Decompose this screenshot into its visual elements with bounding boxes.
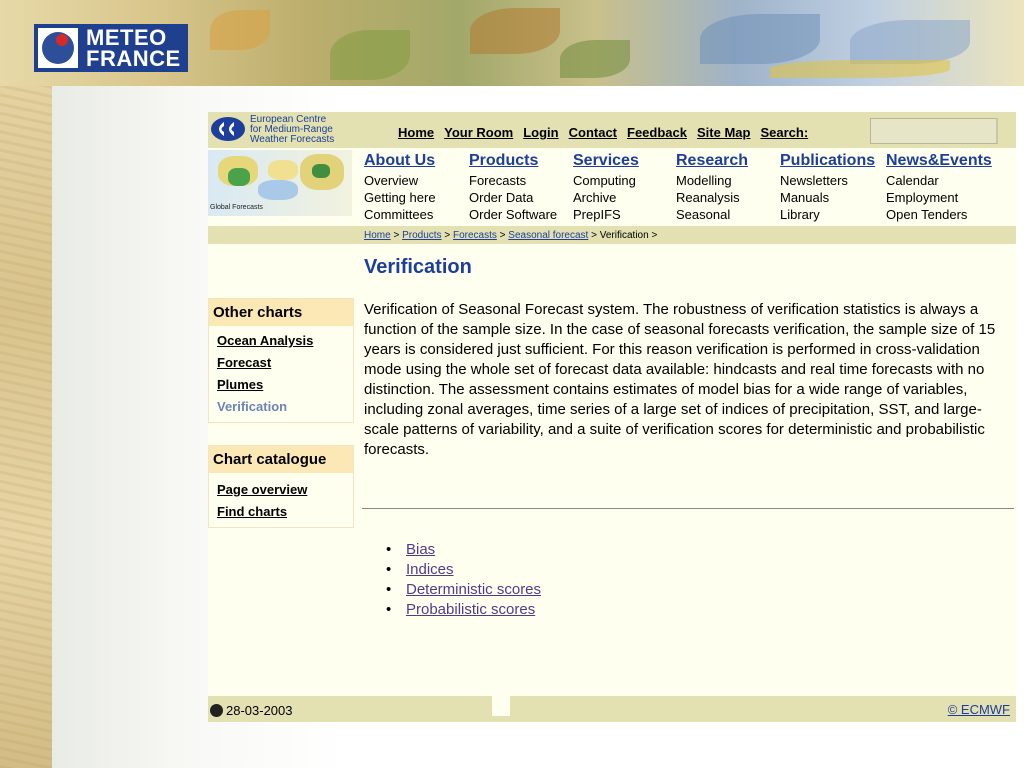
map-label: Global Forecasts [210, 204, 263, 211]
menu-item[interactable]: Manuals [780, 190, 830, 205]
menu-heading-about-us[interactable]: About Us [364, 152, 436, 169]
breadcrumb-link[interactable]: Home [364, 230, 391, 241]
meteo-france-emblem-icon [38, 28, 78, 68]
sidebar-current-verification: Verification [217, 399, 288, 414]
divider [362, 508, 1014, 509]
breadcrumb-separator: > [393, 230, 400, 241]
nav-login-link[interactable]: Login [523, 125, 559, 140]
sidebar-link-page-overview[interactable]: Page overview [217, 482, 308, 497]
sidebar-link-ocean-analysis[interactable]: Ocean Analysis [217, 333, 314, 348]
other-charts-heading: Other charts [209, 299, 353, 326]
ecmwf-logo-icon[interactable] [210, 116, 246, 142]
menu-heading-news-events[interactable]: News&Events [886, 152, 992, 169]
sidebar-link-plumes[interactable]: Plumes [217, 377, 264, 392]
menu-publications [780, 150, 875, 223]
menu-item[interactable]: Seasonal [676, 207, 731, 222]
menu-heading-publications[interactable]: Publications [780, 152, 876, 169]
menu-about-us [364, 150, 436, 223]
footer-gap [492, 696, 510, 716]
list-item [384, 540, 541, 560]
menu-item[interactable]: Employment [886, 190, 959, 205]
menu-item[interactable]: Open Tenders [886, 207, 968, 222]
logo-line-2: FRANCE [86, 46, 181, 71]
meteo-france-logo [34, 24, 188, 72]
menu-news-events [886, 150, 992, 223]
logo-line-1: METEO [86, 25, 167, 50]
menu-item[interactable]: Order Software [469, 207, 558, 222]
nav-search-label[interactable]: Search: [760, 125, 809, 140]
menu-research [676, 150, 748, 223]
footer-date-text: 28-03-2003 [226, 703, 293, 718]
ecmwf-name-line: for Medium-Range [250, 124, 333, 135]
nav-site-map-link[interactable]: Site Map [696, 125, 751, 140]
nav-feedback-link[interactable]: Feedback [627, 125, 687, 140]
verification-links-list [384, 540, 541, 620]
top-nav-links [398, 125, 818, 140]
ecmwf-name-line: Weather Forecasts [250, 134, 335, 145]
top-navigation-bar [208, 112, 1016, 148]
list-item [384, 560, 541, 580]
menu-item[interactable]: Archive [573, 190, 617, 205]
link-bias[interactable]: Bias [406, 541, 436, 558]
ecmwf-name [250, 115, 334, 145]
menu-item[interactable]: Overview [364, 173, 419, 188]
breadcrumb-link[interactable]: Seasonal forecast [508, 230, 589, 241]
ecmwf-name-line: European Centre [250, 114, 327, 125]
link-probabilistic-scores[interactable]: Probabilistic scores [406, 601, 536, 618]
breadcrumb-separator: > [444, 230, 451, 241]
link-deterministic-scores[interactable]: Deterministic scores [406, 581, 542, 598]
global-forecast-map-image[interactable] [208, 150, 352, 216]
page-title: Verification [364, 256, 472, 278]
menu-item[interactable]: Newsletters [780, 173, 848, 188]
nav-your-room-link[interactable]: Your Room [444, 125, 514, 140]
menu-item[interactable]: Committees [364, 207, 434, 222]
main-menus [364, 150, 1014, 220]
description-paragraph: Verification of Seasonal Forecast system. The robustness of verification statistics is always a function of the sample size. In the case of seasonal forecasts verification, the sample size of 15 years is considered just sufficient. For this reason verification is performed in cross-validation mode using the whole set of forecast data available: hindcasts and real time forecasts with no distinction. The assessment contains estimates of model bias for a wide range of variables, including zonal averages, time series of a large set of indices of precipitation, SST, and large-scale patterns of variability, and a suite of verification scores for deterministic and probabilistic forecasts. [364, 301, 996, 458]
breadcrumb-separator: > [651, 230, 658, 241]
other-charts-box [208, 298, 354, 423]
menu-item[interactable]: Calendar [886, 173, 939, 188]
search-input[interactable] [870, 118, 998, 144]
menu-item[interactable]: Forecasts [469, 173, 527, 188]
menu-services [573, 150, 639, 223]
breadcrumb-current: Verification [599, 230, 649, 241]
nav-contact-link[interactable]: Contact [568, 125, 617, 140]
breadcrumb-separator: > [499, 230, 506, 241]
menu-item[interactable]: Modelling [676, 173, 732, 188]
copyright-link[interactable]: © ECMWF [947, 702, 1010, 717]
menu-heading-research[interactable]: Research [676, 152, 749, 169]
footer-date [210, 703, 293, 718]
sidebar-link-forecast[interactable]: Forecast [217, 355, 272, 370]
menu-products [469, 150, 557, 223]
list-item [384, 600, 541, 620]
menu-heading-services[interactable]: Services [573, 152, 639, 169]
nav-home-link[interactable]: Home [398, 125, 435, 140]
menu-item[interactable]: Order Data [469, 190, 534, 205]
parchment-border [0, 0, 52, 768]
breadcrumb [364, 230, 657, 241]
clock-icon [210, 704, 223, 717]
menu-item[interactable]: Computing [573, 173, 636, 188]
ecmwf-web-page [208, 112, 1016, 722]
breadcrumb-link[interactable]: Products [402, 230, 442, 241]
footer-bar [208, 696, 1016, 722]
list-item [384, 580, 541, 600]
link-indices[interactable]: Indices [406, 561, 454, 578]
breadcrumb-separator: > [591, 230, 597, 241]
menu-item[interactable]: Library [780, 207, 820, 222]
menu-item[interactable]: Reanalysis [676, 190, 740, 205]
sidebar-link-find-charts[interactable]: Find charts [217, 504, 288, 519]
header-banner [0, 0, 1024, 86]
breadcrumb-link[interactable]: Forecasts [452, 230, 497, 241]
menu-item[interactable]: PrepIFS [573, 207, 621, 222]
breadcrumb-bar [208, 226, 1016, 244]
chart-catalogue-heading: Chart catalogue [209, 446, 353, 473]
chart-catalogue-box [208, 445, 354, 528]
menu-heading-products[interactable]: Products [469, 152, 539, 169]
menu-item[interactable]: Getting here [364, 190, 436, 205]
